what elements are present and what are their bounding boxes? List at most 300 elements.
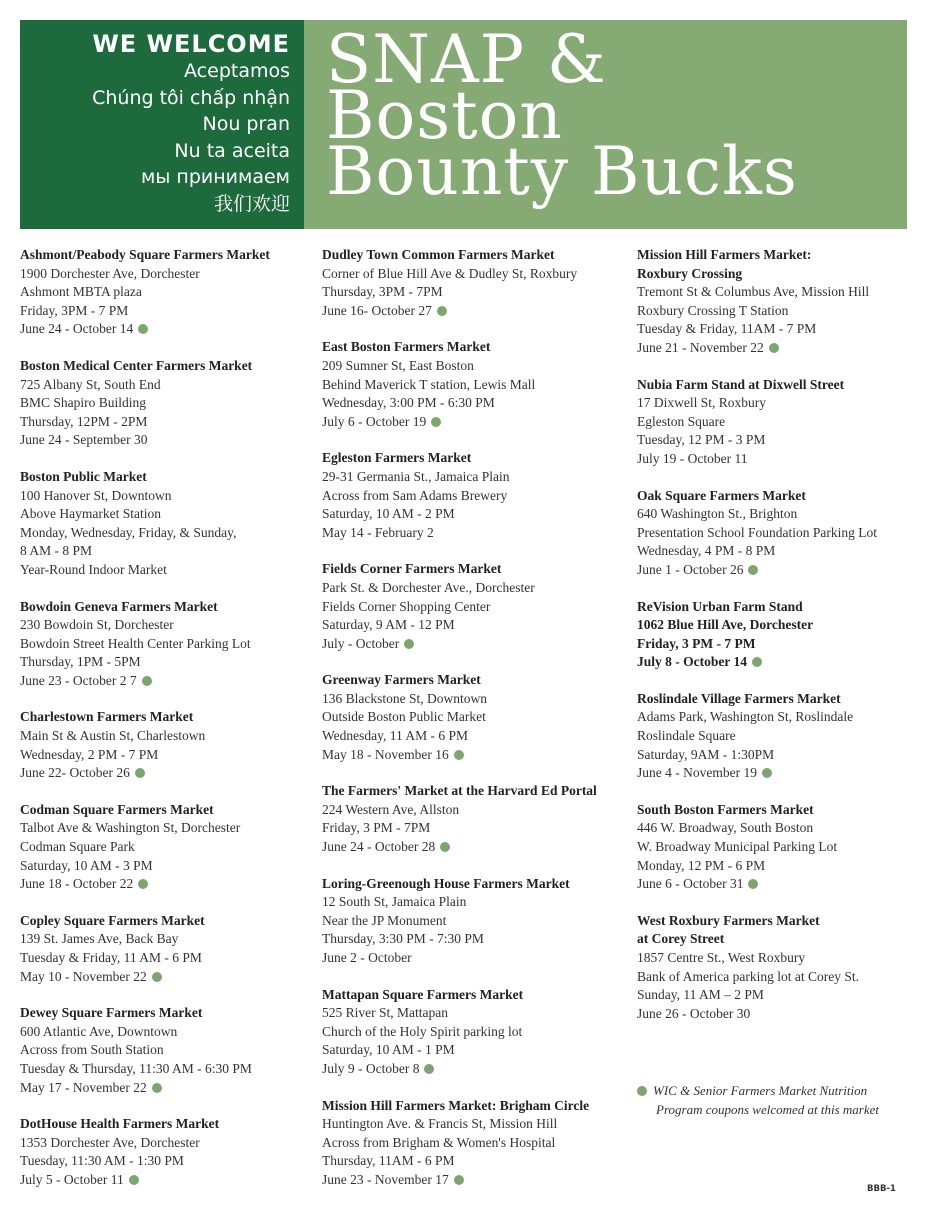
market-text: June 24 - September 30 [20,432,148,448]
market-text: ReVision Urban Farm Stand [637,598,803,614]
market-entry [322,246,628,320]
market-text: Tuesday & Friday, 11 AM - 6 PM [20,950,202,965]
market-detail [20,1134,312,1153]
market-text: Monday, Wednesday, Friday, & Sunday, [20,524,237,540]
market-detail [20,376,312,395]
market-text: Huntington Ave. & Francis St, Mission Hill [322,1116,558,1132]
market-name [637,487,922,506]
market-detail [637,1005,922,1024]
market-text: July 5 - October 11 [20,1171,124,1187]
market-detail [20,838,312,857]
market-text: Fields Corner Farmers Market [322,561,502,577]
market-entry [637,801,922,894]
market-detail [20,320,312,339]
market-name [637,801,922,820]
market-detail [637,708,922,727]
market-detail [20,1023,312,1042]
market-text: June 2 - October [322,950,412,965]
title-line: SNAP & [326,21,607,98]
market-detail [20,561,312,580]
market-entry [20,246,312,339]
market-text: July - October [322,635,400,651]
market-text: July 9 - October 8 [322,1060,420,1076]
market-name [20,246,312,265]
market-text: Wednesday, 2 PM - 7 PM [20,746,159,762]
market-text: at Corey Street [637,931,725,947]
market-detail [637,394,922,413]
wic-coupon-dot-icon [437,306,447,316]
market-text: Egleston Square [637,413,726,429]
market-text: Near the JP Monument [322,912,447,928]
market-detail [322,579,628,598]
market-text: June 23 - October 2 7 [20,672,137,688]
market-detail [20,1171,312,1190]
market-entry [322,986,628,1079]
market-detail [322,1041,628,1060]
market-text: Wednesday, 11 AM - 6 PM [322,728,469,744]
market-detail [20,764,312,783]
market-entry [20,357,312,450]
market-detail [322,819,628,838]
market-name [20,1115,312,1134]
market-detail [322,598,628,617]
market-entry [637,246,922,358]
market-entry [637,690,922,783]
market-text: 17 Dixwell St, Roxbury [637,395,767,411]
market-text: East Boston Farmers Market [322,339,491,355]
page-title [304,20,907,229]
market-detail [20,949,312,968]
market-detail [637,283,922,302]
market-text: 139 St. James Ave, Back Bay [20,931,179,947]
market-detail [20,857,312,876]
market-text: Monday, 12 PM - 6 PM [637,857,766,873]
market-detail [637,524,922,543]
market-text: Tuesday & Friday, 11AM - 7 PM [637,321,817,337]
market-text: June 22- October 26 [20,765,130,781]
market-detail [322,930,628,949]
market-detail [637,968,922,987]
market-detail [20,746,312,765]
market-entry [20,1004,312,1097]
market-name [20,357,312,376]
legend-text: Program coupons welcomed at this market [656,1101,880,1117]
wic-coupon-dot-icon [404,639,414,649]
market-text: Bank of America parking lot at Corey St. [637,968,859,984]
market-detail [322,690,628,709]
market-detail [322,912,628,931]
market-text: July 6 - October 19 [322,413,427,429]
market-text: 640 Washington St., Brighton [637,506,798,522]
market-text: Egleston Farmers Market [322,450,472,466]
market-entry [20,1115,312,1189]
market-name [322,449,628,468]
market-text: Main St & Austin St, Charlestown [20,728,206,744]
market-name [322,671,628,690]
market-entry [20,708,312,782]
market-text: Codman Square Park [20,839,135,855]
market-detail [20,413,312,432]
market-text: June 21 - November 22 [637,339,764,355]
market-text: Ashmont MBTA plaza [20,284,142,300]
market-text: Across from Sam Adams Brewery [322,487,508,503]
market-entry [20,598,312,691]
market-text: Adams Park, Washington St, Roslindale [637,709,854,725]
market-detail [20,431,312,450]
market-text: Thursday, 3PM - 7PM [322,284,443,300]
market-text: Saturday, 10 AM - 3 PM [20,857,153,873]
wic-coupon-dot-icon [129,1175,139,1185]
market-text: South Boston Farmers Market [637,801,814,817]
market-text: Tremont St & Columbus Ave, Mission Hill [637,284,870,300]
wic-coupon-dot-icon [424,1064,434,1074]
market-detail [322,394,628,413]
market-detail [637,413,922,432]
market-text: Presentation School Foundation Parking Lot [637,524,877,540]
wic-coupon-dot-icon [152,972,162,982]
market-text: Outside Boston Public Market [322,709,486,725]
market-text: Behind Maverick T station, Lewis Mall [322,376,536,392]
market-text: Across from Brigham & Women's Hospital [322,1134,556,1150]
market-text: July 19 - October 11 [637,450,748,466]
market-text: Tuesday, 12 PM - 3 PM [637,432,766,448]
market-detail [20,302,312,321]
market-text: Mattapan Square Farmers Market [322,986,524,1002]
market-text: Thursday, 1PM - 5PM [20,654,141,670]
market-text: Roxbury Crossing [637,265,743,281]
market-text: June 16- October 27 [322,302,432,318]
market-detail [20,1079,312,1098]
wic-coupon-dot-icon [748,879,758,889]
wic-coupon-dot-icon [762,768,772,778]
market-text: 230 Bowdoin St, Dorchester [20,617,174,633]
market-detail [637,339,922,358]
market-text: Copley Square Farmers Market [20,912,205,928]
market-detail [20,283,312,302]
market-text: 209 Sumner St, East Boston [322,357,474,373]
market-entry [20,801,312,894]
wic-coupon-dot-icon [152,1083,162,1093]
market-detail [20,1041,312,1060]
wic-coupon-dot-icon [138,879,148,889]
market-name [637,912,922,931]
market-detail [322,949,628,968]
market-text: Bowdoin Geneva Farmers Market [20,598,218,614]
market-text: DotHouse Health Farmers Market [20,1116,220,1132]
market-detail [20,487,312,506]
market-text: BMC Shapiro Building [20,395,147,411]
market-detail [322,1152,628,1171]
market-entry [322,782,628,856]
legend-text: WIC & Senior Farmers Market Nutrition [653,1083,868,1098]
market-text: Thursday, 3:30 PM - 7:30 PM [322,931,484,947]
market-detail [637,542,922,561]
market-text: June 18 - October 22 [20,876,134,892]
market-detail [20,505,312,524]
market-text: 29-31 Germania St., Jamaica Plain [322,468,510,484]
market-name [637,690,922,709]
market-detail [20,672,312,691]
market-detail [637,635,922,654]
market-detail [322,893,628,912]
market-text: June 24 - October 28 [322,839,436,855]
market-entry [322,671,628,764]
market-text: Corner of Blue Hill Ave & Dudley St, Roxbury [322,265,578,281]
market-text: Roslindale Village Farmers Market [637,690,841,706]
market-detail [20,1060,312,1079]
market-detail [637,930,922,949]
market-detail [637,727,922,746]
market-detail [322,376,628,395]
market-detail [20,616,312,635]
wic-coupon-dot-icon [431,417,441,427]
market-text: Loring-Greenough House Farmers Market [322,875,570,891]
market-detail [20,875,312,894]
wic-coupon-dot-icon [769,343,779,353]
market-detail [637,561,922,580]
market-column-2 [322,246,628,1208]
market-text: June 4 - November 19 [637,765,757,781]
market-detail [20,542,312,561]
market-name [637,376,922,395]
market-text: Wednesday, 3:00 PM - 6:30 PM [322,395,495,411]
market-detail [322,265,628,284]
wic-coupon-dot-icon [142,676,152,686]
market-name [322,1097,628,1116]
market-detail [637,764,922,783]
market-detail [637,302,922,321]
market-name [322,782,628,801]
market-text: 1062 Blue Hill Ave, Dorchester [637,617,814,633]
market-text: Oak Square Farmers Market [637,487,806,503]
market-text: Year-Round Indoor Market [20,561,167,577]
market-detail [20,394,312,413]
market-detail [637,746,922,765]
welcome-panel [20,20,304,229]
market-text: Mission Hill Farmers Market: Brigham Circle [322,1097,590,1113]
market-detail [20,635,312,654]
market-text: 1900 Dorchester Ave, Dorchester [20,265,200,281]
welcome-line-spanish: Aceptamos [184,60,290,82]
market-detail [637,653,922,672]
market-text: Roxbury Crossing T Station [637,302,789,318]
market-name [20,598,312,617]
market-text: 600 Atlantic Ave, Downtown [20,1023,178,1039]
market-text: Church of the Holy Spirit parking lot [322,1023,523,1039]
market-text: West Roxbury Farmers Market [637,912,820,928]
market-text: Boston Public Market [20,468,147,484]
document-code: BBB-1 [867,1184,896,1194]
market-detail [322,413,628,432]
market-column-3 [637,246,922,1041]
market-detail [20,653,312,672]
welcome-line-cape-verdean: Nu ta aceita [174,139,290,162]
welcome-line-chinese: 我们欢迎 [213,192,290,215]
market-text: 100 Hanover St, Downtown [20,487,172,503]
market-detail [637,320,922,339]
market-text: 12 South St, Jamaica Plain [322,894,467,910]
market-text: June 6 - October 31 [637,876,744,892]
market-text: 136 Blackstone St, Downtown [322,690,487,706]
market-detail [637,875,922,894]
market-text: Bowdoin Street Health Center Parking Lot [20,635,251,651]
market-name [322,875,628,894]
market-text: Nubia Farm Stand at Dixwell Street [637,376,845,392]
market-detail [637,265,922,284]
market-text: Saturday, 9AM - 1:30PM [637,746,775,762]
market-detail [637,505,922,524]
market-detail [20,727,312,746]
market-detail [637,986,922,1005]
market-text: May 17 - November 22 [20,1079,147,1095]
welcome-line-haitian-creole: Nou pran [202,113,290,135]
market-entry [322,449,628,542]
market-entry [322,338,628,431]
market-entry [637,912,922,1024]
header-banner [20,20,907,229]
wic-coupon-dot-icon [440,842,450,852]
market-detail [322,801,628,820]
market-text: July 8 - October 14 [637,654,747,670]
market-entry [20,912,312,986]
wic-coupon-dot-icon [454,750,464,760]
market-detail [20,819,312,838]
market-detail [637,857,922,876]
market-column-1 [20,246,312,1208]
market-text: Codman Square Farmers Market [20,801,214,817]
market-text: 525 River St, Mattapan [322,1005,448,1021]
market-text: Boston Medical Center Farmers Market [20,357,253,373]
welcome-line-russian: мы принимаем [141,166,290,188]
market-detail [637,838,922,857]
market-text: Saturday, 10 AM - 2 PM [322,506,455,522]
market-entry [20,468,312,580]
market-name [20,468,312,487]
market-text: June 26 - October 30 [637,1005,751,1021]
market-detail [20,265,312,284]
market-name [20,912,312,931]
market-detail [322,1023,628,1042]
market-text: Ashmont/Peabody Square Farmers Market [20,247,270,262]
market-detail [322,1134,628,1153]
market-text: Saturday, 9 AM - 12 PM [322,617,455,633]
market-name [322,338,628,357]
market-text: May 14 - February 2 [322,524,434,540]
market-detail [322,283,628,302]
welcome-line-vietnamese: Chúng tôi chấp nhận [92,86,290,109]
market-detail [322,1115,628,1134]
market-name [322,986,628,1005]
title-line: Boston [326,77,563,154]
market-detail [322,524,628,543]
market-detail [322,746,628,765]
market-text: June 1 - October 26 [637,561,744,577]
market-detail [637,450,922,469]
market-detail [637,819,922,838]
market-text: Park St. & Dorchester Ave., Dorchester [322,579,535,595]
market-detail [20,524,312,543]
market-text: Tuesday, 11:30 AM - 1:30 PM [20,1153,184,1169]
market-text: Fields Corner Shopping Center [322,598,491,614]
market-text: The Farmers' Market at the Harvard Ed Portal [322,783,597,799]
market-text: 224 Western Ave, Allston [322,801,460,817]
market-detail [322,468,628,487]
market-entry [637,376,922,469]
market-name [637,246,922,265]
market-entry [322,875,628,968]
wic-coupon-dot-icon [135,768,145,778]
market-name [20,708,312,727]
wic-coupon-dot-icon [454,1175,464,1185]
market-detail [322,302,628,321]
market-detail [322,616,628,635]
market-detail [322,357,628,376]
market-text: W. Broadway Municipal Parking Lot [637,839,838,855]
market-detail [322,1004,628,1023]
wic-coupon-dot-icon [752,657,762,667]
market-detail [322,487,628,506]
market-text: Across from South Station [20,1042,164,1058]
welcome-title: WE WELCOME [92,30,290,58]
market-detail [637,949,922,968]
market-detail [322,1060,628,1079]
market-text: 1353 Dorchester Ave, Dorchester [20,1134,200,1150]
market-text: Saturday, 10 AM - 1 PM [322,1042,455,1058]
market-detail [322,727,628,746]
market-text: Mission Hill Farmers Market: [637,247,812,262]
wic-coupon-dot-icon [748,565,758,575]
market-detail [20,968,312,987]
market-text: Thursday, 12PM - 2PM [20,413,148,429]
market-text: 446 W. Broadway, South Boston [637,820,814,836]
market-text: Wednesday, 4 PM - 8 PM [637,543,776,559]
market-text: Tuesday & Thursday, 11:30 AM - 6:30 PM [20,1060,252,1076]
market-text: 1857 Centre St., West Roxbury [637,950,806,965]
market-text: Friday, 3 PM - 7 PM [637,635,756,651]
market-text: Above Haymarket Station [20,506,161,522]
market-text: Friday, 3PM - 7 PM [20,302,129,318]
wic-coupon-dot-icon [138,324,148,334]
market-name [322,246,628,265]
market-detail [637,431,922,450]
market-detail [637,616,922,635]
market-entry [322,560,628,653]
market-text: Charlestown Farmers Market [20,709,194,725]
market-name [20,1004,312,1023]
market-detail [322,505,628,524]
market-entry [322,1097,628,1190]
market-name [20,801,312,820]
market-detail [322,635,628,654]
market-text: Dewey Square Farmers Market [20,1005,203,1021]
market-text: May 10 - November 22 [20,968,147,984]
legend-dot-icon [637,1086,647,1096]
market-text: 725 Albany St, South End [20,376,161,392]
legend [637,1082,917,1119]
market-text: June 23 - November 17 [322,1171,449,1187]
market-name [322,560,628,579]
market-text: 8 AM - 8 PM [20,543,93,559]
market-text: Sunday, 11 AM – 2 PM [637,987,764,1003]
market-text: Dudley Town Common Farmers Market [322,247,555,262]
market-detail [20,930,312,949]
market-text: Greenway Farmers Market [322,672,481,688]
market-text: Roslindale Square [637,728,736,744]
market-detail [322,838,628,857]
market-detail [322,1171,628,1190]
market-entry [637,487,922,580]
market-text: Friday, 3 PM - 7PM [322,820,431,836]
